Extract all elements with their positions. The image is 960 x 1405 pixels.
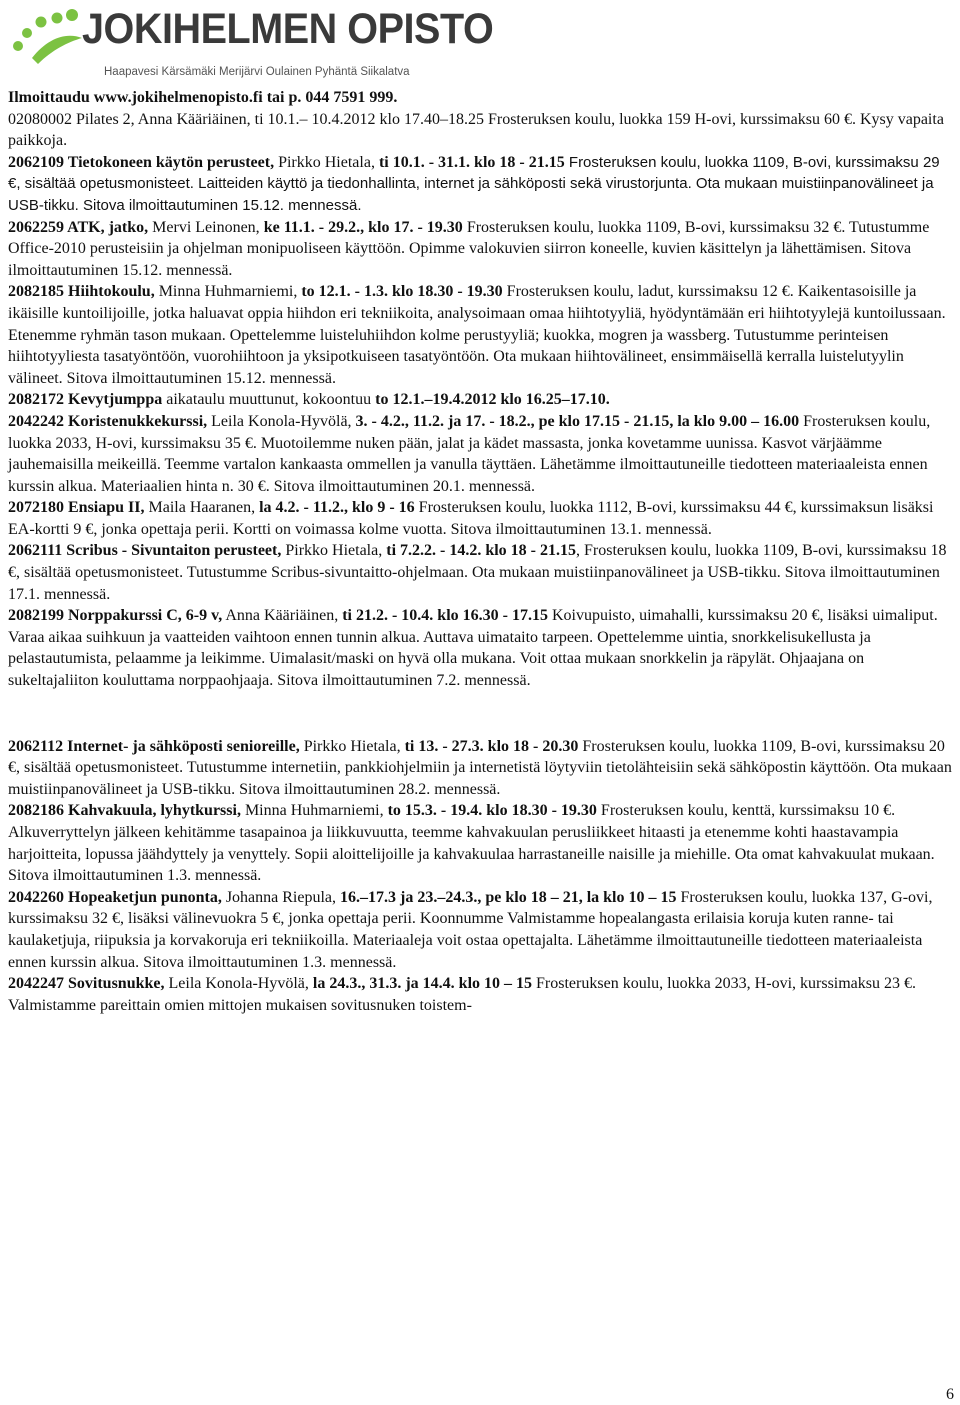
course-entry — [8, 389, 952, 411]
course-code-title: 2082185 Hiihtokoulu, — [8, 283, 155, 301]
course-schedule: to 15.3. - 19.4. klo 18.30 - 19.30 — [383, 802, 597, 820]
course-entry — [8, 887, 952, 973]
course-code-title: 2062111 Scribus - Sivuntaiton perusteet, — [8, 542, 282, 560]
course-code-title: 2042247 Sovitusnukke, — [8, 975, 165, 993]
course-entry — [8, 497, 952, 540]
course-entry — [8, 605, 952, 691]
course-teacher: Pirkko Hietala, — [281, 542, 383, 560]
course-entry — [8, 109, 952, 152]
course-code-title: 2042260 Hopeaketjun punonta, — [8, 888, 222, 906]
course-teacher: Leila Konola-Hyvölä, — [164, 975, 309, 993]
course-entry — [8, 411, 952, 497]
course-entry — [8, 973, 952, 1016]
page-header — [0, 0, 960, 88]
course-details: Frosteruksen koulu, ladut, kurssimaksu 12 €. Kaikentasoisille ja ikäisille kuntoilijoille, jotka haluavat oppia hiihdon eri tekniikoita, analysoimaan omaa hiihtotyyliä, hyödyntämään eri hiihtotyylejä kuntoilussaan. Etenemme ryhmän tason mukaan. Opettelemme luisteluhiihdon kolme perustyyliä; kuokka, mogren ja wassberg. Tutustumme perinteisen hiihtotyyliesta tasatyöntöön, vuorohiihtoon ja yksipotkuiseen tasatyöntöön. Ota mukaan hiihtovälineet, ensimmäisellä kerralla luistelutyylin välineet. Sitova ilmoittautuminen 15.12. mennessä. — [8, 283, 946, 387]
course-schedule: ti 13. - 27.3. klo 18 - 20.30 — [400, 737, 579, 755]
course-schedule: 16.–17.3 ja 23.–24.3., pe klo 18 – 21, la klo 10 – 15 — [336, 888, 677, 906]
course-entry — [8, 540, 952, 605]
course-details: Frosteruksen koulu, luokka 1109, B-ovi, kurssimaksu 20 €, sisältää opetusmonisteet. Tutustumme internetiin, pankkiohjelmiin ja internetistä löytyviin tietolähteisiin sekä sähköpostin käyttöön. Ota mukaan muistiinpanovälineet ja USB-tikku. Sitova ilmoittautuminen 28.2. mennessä. — [8, 737, 952, 798]
course-listing — [8, 87, 952, 1016]
registration-line: Ilmoittaudu www.jokihelmenopisto.fi tai p. 044 7591 999. — [8, 89, 398, 106]
course-code-title: 2082199 Norppakurssi C, 6-9 v, — [8, 607, 223, 625]
course-code-title: 2072180 Ensiapu II, — [8, 499, 145, 517]
course-schedule: 3. - 4.2., 11.2. ja 17. - 18.2., pe klo 17.15 - 21.15, la klo 9.00 – 16.00 — [351, 412, 800, 430]
course-schedule: ti 21.2. - 10.4. klo 16.30 - 17.15 — [338, 607, 548, 625]
course-code-title: 2062259 ATK, jatko, — [8, 218, 149, 236]
course-entry — [8, 217, 952, 282]
course-schedule: to 12.1. - 1.3. klo 18.30 - 19.30 — [297, 283, 503, 301]
course-details: Frosteruksen koulu, luokka 2033, H-ovi, kurssimaksu 23 €. Valmistamme pareittain omien mittojen mukaisen sovitusnuken toistem- — [8, 975, 917, 1014]
course-details: Frosteruksen koulu, luokka 1109, B-ovi, kurssimaksu 32 €. Tutustumme Office-2010 perusteisiin ja ohjelman monipuoliseen käyttöön. Opimme valokuvien siirron koneelle, kuvien käsittelyn ja lähettämisen. Sitova ilmoittautuminen 15.12. mennessä. — [8, 218, 930, 279]
course-details: Frosteruksen koulu, luokka 1112, B-ovi, kurssimaksu 44 €, kurssimaksun lisäksi EA-kortti 9 €, jonka opettaja perii. Kortti on voimassa kolme vuotta. Sitova ilmoittautuminen 13.1. mennessä. — [8, 499, 934, 538]
course-code-title: 2062109 Tietokoneen käytön perusteet, — [8, 153, 275, 171]
leaf-dots-icon — [8, 4, 92, 68]
course-code-title: 2062112 Internet- ja sähköposti senioreille, — [8, 737, 300, 755]
course-teacher: Maila Haaranen, — [144, 499, 256, 517]
course-schedule: ti 7.2.2. - 14.2. klo 18 - 21.15 — [382, 542, 577, 560]
course-teacher: Leila Konola-Hyvölä, — [207, 412, 352, 430]
course-teacher: Minna Huhmarniemi, — [240, 802, 384, 820]
course-code-title: 2082172 Kevytjumppa — [8, 391, 163, 409]
course-details: Frosteruksen koulu, luokka 2033, H-ovi, kurssimaksu 35 €. Muotoilemme nuken pään, jalat ja kädet massasta, jonka kovetamme uunissa. Kasvot värjäämme jauhemaisilla meikeillä. Teemme vartalon kankaasta ommellen ja vanulla täyttäen. Lähetämme ilmoittautuneille tiedotteen materiaaleista ennen kurssin alkua. Materiaalien hinta n. 30 €. Sitova ilmoittautuminen 20.1. mennessä. — [8, 412, 931, 495]
course-teacher: Johanna Riepula, — [221, 888, 337, 906]
course-teacher: Pirkko Hietala, — [299, 737, 401, 755]
course-schedule: ke 11.1. - 29.2., klo 17. - 19.30 — [259, 218, 463, 236]
brand-title: JOKIHELMEN OPISTO — [82, 5, 494, 53]
course-schedule: ti 10.1.– 10.4.2012 klo 17.40–18.25 — [250, 110, 484, 128]
course-schedule: la 4.2. - 11.2., klo 9 - 16 — [255, 499, 415, 517]
course-entry — [8, 281, 952, 389]
course-details: Frosteruksen koulu, luokka 137, G-ovi, kurssimaksu 32 €, lisäksi välinevuokra 5 €, jonka opettaja perii. Koonnumme Valmistamme hopealangasta erilaisia koruja kuten ranne- tai kaulaketjuja, riipuksia ja korvakoruja eri tekniikoilla. Materiaaleja voit ostaa opettajalta. Lähetämme ilmoittautuneille tiedotteen materiaaleista ennen kurssin alkua. Sitova ilmoittautuminen 1.3. mennessä. — [8, 888, 933, 971]
course-details: Frosteruksen koulu, luokka 1109, B-ovi, kurssimaksu 29 €, sisältää opetusmonisteet. Laitteiden käyttö ja tiedonhallinta, internet ja sähköposti sekä virustorjunta. Ota mukaan muistiinpanovälineet ja USB-tikku. Sitova ilmoittautuminen 15.12. mennessä. — [8, 153, 940, 214]
course-entry — [8, 152, 952, 217]
course-teacher: aikataulu muuttunut, kokoontuu — [162, 391, 372, 409]
page-number: 6 — [946, 1386, 954, 1403]
course-code-title: 2042242 Koristenukkekurssi, — [8, 412, 208, 430]
course-code-title: 02080002 Pilates 2, — [8, 110, 135, 128]
course-details: , Frosteruksen koulu, luokka 1109, B-ovi, kurssimaksu 18 €, sisältää opetusmonisteet. Tutustumme Scribus-sivuntaitto-ohjelmaan. Ota mukaan muistiinpanovälineet ja USB-tikku. Sitova ilmoittautuminen 17.1. mennessä. — [8, 542, 947, 603]
course-details: Frosteruksen koulu, luokka 159 H-ovi, kurssimaksu 60 €. Kysy vapaita paikkoja. — [8, 110, 944, 150]
course-schedule: to 12.1.–19.4.2012 klo 16.25–17.10. — [371, 391, 610, 409]
course-code-title: 2082186 Kahvakuula, lyhytkurssi, — [8, 802, 241, 820]
course-entry — [8, 736, 952, 801]
course-details: Frosteruksen koulu, kenttä, kurssimaksu 10 €. Alkuverryttelyn jälkeen kehitämme tasapainoa ja liikkuvuutta, teemme kahvakuulan perusliikkeet hitaasti ja etenemme kohti haastavampia harjoitteita, lopussa jäähdyttely ja venyttely. Sopii aloittelijoille ja kahvakuulaa harrastaneille naisille ja miehille. Ota omat kahvakuulat mukaan. Sitova ilmoittautuminen 1.3. mennessä. — [8, 802, 935, 885]
course-schedule: ti 10.1. - 31.1. klo 18 - 21.15 — [374, 153, 565, 171]
course-teacher: Minna Huhmarniemi, — [154, 283, 298, 301]
brand-subtitle: Haapavesi Kärsämäki Merijärvi Oulainen Pyhäntä Siikalatva — [104, 66, 410, 78]
section-spacer — [8, 692, 952, 736]
course-teacher: Mervi Leinonen, — [148, 218, 260, 236]
course-entry — [8, 800, 952, 886]
course-schedule: la 24.3., 31.3. ja 14.4. klo 10 – 15 — [308, 975, 533, 993]
course-teacher: Anna Kääriäinen, — [222, 607, 339, 625]
course-details: Koivupuisto, uimahalli, kurssimaksu 20 €, lisäksi uimaliput. Varaa aikaa suihkuun ja vaatteiden vaihtoon ennen tunnin alkua. Auttava uimataito tarpeen. Opettelemme uintia, snorkkelisukellusta ja pelastautumista, pelaamme ja leikimme. Uimalasit/maski on hyvä olla mukana. Voit ottaa mukaan snorkkelin ja räpylät. Ohjaajana on sukeltajaliiton kouluttama norppaohjaaja. Sitova ilmoittautuminen 7.2. mennessä. — [8, 607, 938, 690]
course-teacher: Pirkko Hietala, — [274, 153, 375, 171]
course-teacher: Anna Kääriäinen, — [134, 110, 251, 128]
